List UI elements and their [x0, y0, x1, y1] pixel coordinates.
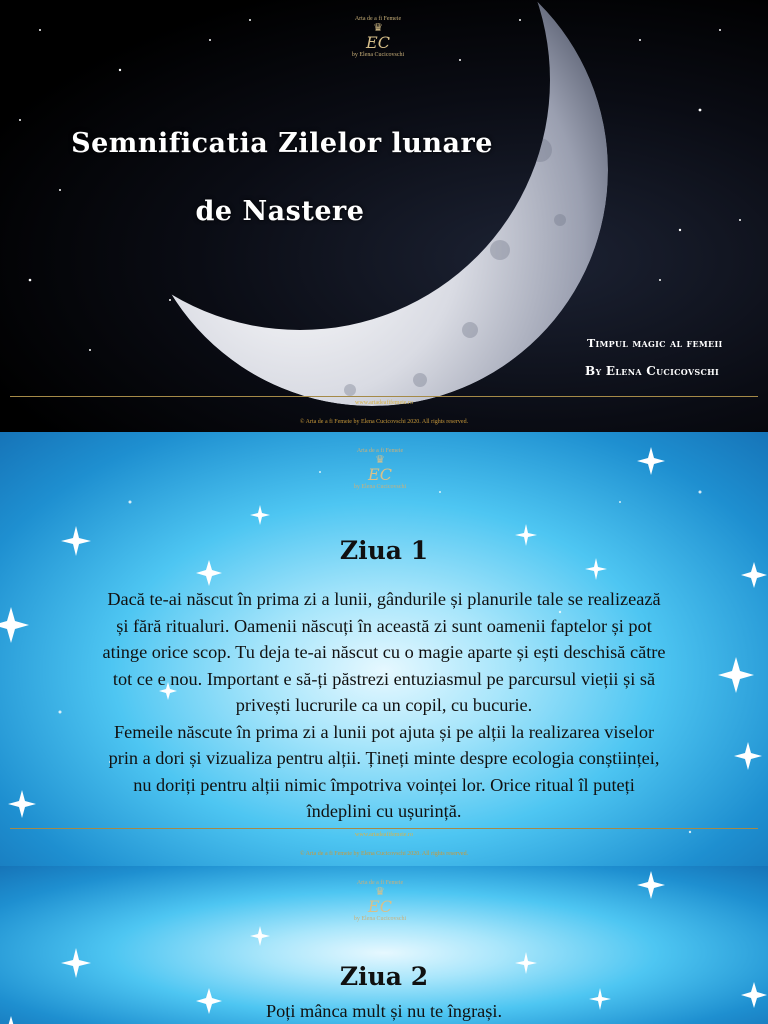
divider-line — [10, 396, 758, 397]
copyright-text: © Arta de a fi Femeie by Elena Cucicovschi 2020. All rights reserved. — [299, 851, 469, 857]
divider-line — [10, 828, 758, 829]
subtitle-2: By Elena Cucicovschi — [585, 364, 720, 378]
text-line: privești lucrurile ca un copil, cu bucurie. — [235, 695, 533, 715]
logo-top-text: Arta de a fi Femeie — [356, 880, 404, 886]
day-heading: Ziua 2 — [339, 962, 429, 991]
logo-monogram: EC — [366, 33, 390, 52]
crown-icon: ♛ — [373, 22, 383, 34]
text-line: nu doriți pentru alții nimic împotriva voinței lor. Orice ritual îl puteți — [133, 774, 635, 795]
logo-monogram: EC — [368, 897, 392, 916]
day-heading: Ziua 1 — [339, 536, 429, 565]
website-link[interactable]: www.artadeafifemeie.ro — [355, 832, 413, 838]
website-link[interactable]: www.artadeafifemeie.ro — [355, 400, 413, 406]
text-line: prin a dori și vizualiza pentru alții. Țineți minte despre ecologia conștiinței, — [108, 748, 660, 768]
brand-logo — [340, 880, 420, 923]
day-1-slide — [0, 432, 768, 866]
text-line: îndeplini cu ușurință. — [306, 801, 462, 821]
text-line: Dacă te-ai născut în prima zi a lunii, gândurile și planurile tale se realizează — [107, 589, 661, 609]
title-slide — [0, 0, 768, 432]
title-line-1: Semnificatia Zilelor lunare — [71, 128, 493, 159]
day-description-line: Poți mânca mult și nu te îngrași. — [265, 1001, 503, 1021]
crown-icon: ♛ — [375, 886, 385, 898]
text-line: atinge orice scop. Tu deja te-ai născut cu o magie aparte și ești deschisă către — [102, 642, 666, 662]
subtitle-1: Timpul magic al femeii — [587, 337, 723, 350]
text-line: tot ce e nou. Important e să-ți păstrezi entuziasmul pe parcursul vieții și să — [112, 668, 656, 689]
logo-top-text: Arta de a fi Femeie — [356, 448, 404, 454]
day-2-slide — [0, 866, 768, 1024]
brand-logo — [340, 448, 420, 491]
logo-top-text: Arta de a fi Femeie — [354, 16, 402, 22]
logo-bottom-text: by Elena Cucicovschi — [351, 52, 405, 58]
logo-monogram: EC — [368, 465, 392, 484]
crown-icon: ♛ — [375, 454, 385, 466]
text-line: Femeile născute în prima zi a lunii pot ajuta și pe alții la realizarea viselor — [113, 721, 655, 742]
copyright-text: © Arta de a fi Femeie by Elena Cucicovschi 2020. All rights reserved. — [299, 419, 469, 425]
day-description — [24, 586, 744, 825]
logo-bottom-text: by Elena Cucicovschi — [353, 484, 407, 490]
text-line: și fără ritualuri. Oamenii născuți în această zi sunt oamenii faptelor și pot — [116, 615, 652, 636]
logo-bottom-text: by Elena Cucicovschi — [353, 916, 407, 922]
brand-logo — [338, 16, 418, 59]
title-line-2: de Nastere — [195, 196, 365, 227]
